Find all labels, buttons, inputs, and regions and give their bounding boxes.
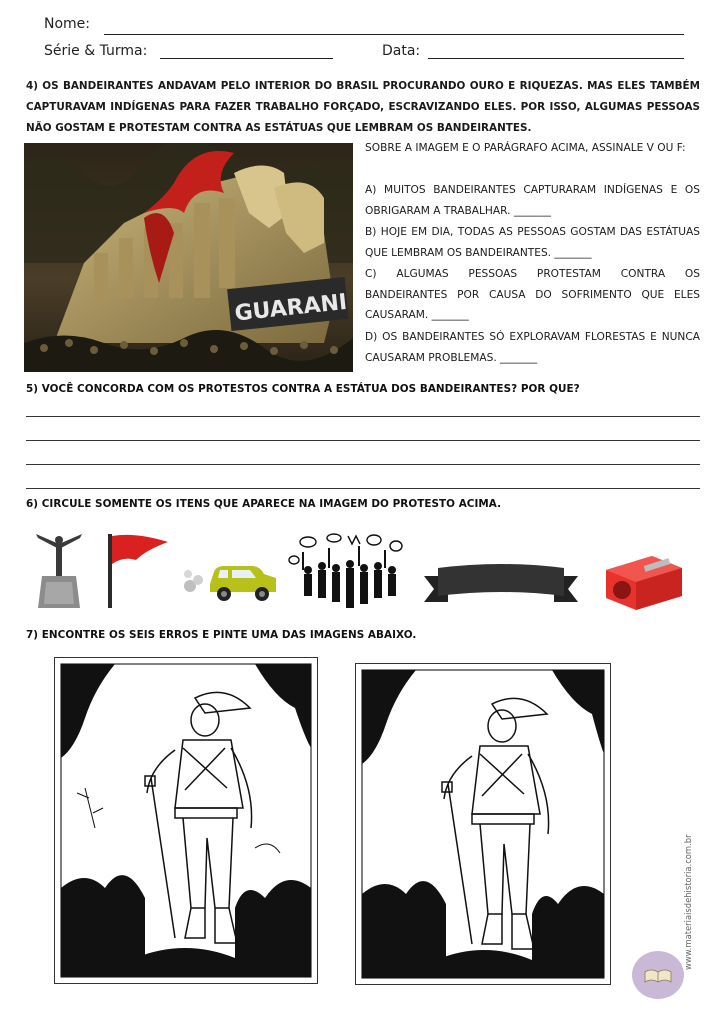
website-url: www.materiaisdehistoria.com.br: [683, 834, 693, 970]
class-line[interactable]: [160, 58, 333, 59]
q4-option-d: D) OS BANDEIRANTES SÓ EXPLORAVAM FLORESTAS E NUNCA CAUSARAM PROBLEMAS. _______: [365, 331, 700, 364]
date-label: Data:: [382, 43, 421, 59]
site-logo-icon: [631, 950, 685, 1000]
bandeirante-drawing-left: [55, 658, 317, 983]
q4-instruction: SOBRE A IMAGEM E O PARÁGRAFO ACIMA, ASSINALE V OU F:: [365, 142, 686, 154]
protest-crowd-icon[interactable]: [288, 532, 406, 614]
coloring-image-left[interactable]: [54, 657, 318, 984]
banner-ribbon-icon[interactable]: [424, 562, 578, 608]
q4-option-a: A) MUITOS BANDEIRANTES CAPTURARAM INDÍGENAS E OS OBRIGARAM A TRABALHAR. _______: [365, 184, 700, 217]
q5-question: 5) VOCÊ CONCORDA COM OS PROTESTOS CONTRA A ESTÁTUA DOS BANDEIRANTES? POR QUE?: [26, 383, 580, 395]
class-label: Série & Turma:: [44, 43, 148, 59]
answer-line-2[interactable]: [26, 440, 700, 441]
banner-text: GUARANI: [233, 289, 349, 327]
answer-line-3[interactable]: [26, 464, 700, 465]
q6-question: 6) CIRCULE SOMENTE OS ITENS QUE APARECE NA IMAGEM DO PROTESTO ACIMA.: [26, 498, 502, 510]
q4-statement: 4) OS BANDEIRANTES ANDAVAM PELO INTERIOR DO BRASIL PROCURANDO OURO E RIQUEZAS. MAS ELES TAMBÉM CAPTURAVAM INDÍGENAS PARA FAZER TRABALHO FORÇADO, ESCRAVIZANDO ELES. POR ISSO, ALGUMAS PESSOAS NÃO GOSTAM E PROTESTAM CONTRA AS ESTÁTUAS QUE LEMBRAM OS BANDEIRANTES.: [26, 80, 700, 134]
name-label: Nome:: [44, 16, 91, 32]
q4-option-b: B) HOJE EM DIA, TODAS AS PESSOAS GOSTAM DAS ESTÁTUAS QUE LEMBRAM OS BANDEIRANTES. _______: [365, 226, 700, 259]
name-line[interactable]: [104, 34, 684, 35]
date-line[interactable]: [428, 58, 684, 59]
red-flag-icon[interactable]: [106, 530, 172, 610]
answer-line-4[interactable]: [26, 488, 700, 489]
statue-icon[interactable]: [34, 524, 84, 608]
coloring-image-right[interactable]: [355, 663, 611, 985]
q4-option-c: C) ALGUMAS PESSOAS PROTESTAM CONTRA OS BANDEIRANTES POR CAUSA DO SOFRIMENTO QUE ELES CAUSARAM. _______: [365, 268, 700, 321]
protest-image-svg: [24, 143, 353, 372]
bandeirante-drawing-right: [356, 664, 610, 984]
car-icon[interactable]: [180, 554, 280, 604]
protest-image: [24, 143, 353, 372]
sharpener-icon[interactable]: [600, 546, 686, 614]
q7-question: 7) ENCONTRE OS SEIS ERROS E PINTE UMA DAS IMAGENS ABAIXO.: [26, 629, 417, 641]
answer-line-1[interactable]: [26, 416, 700, 417]
